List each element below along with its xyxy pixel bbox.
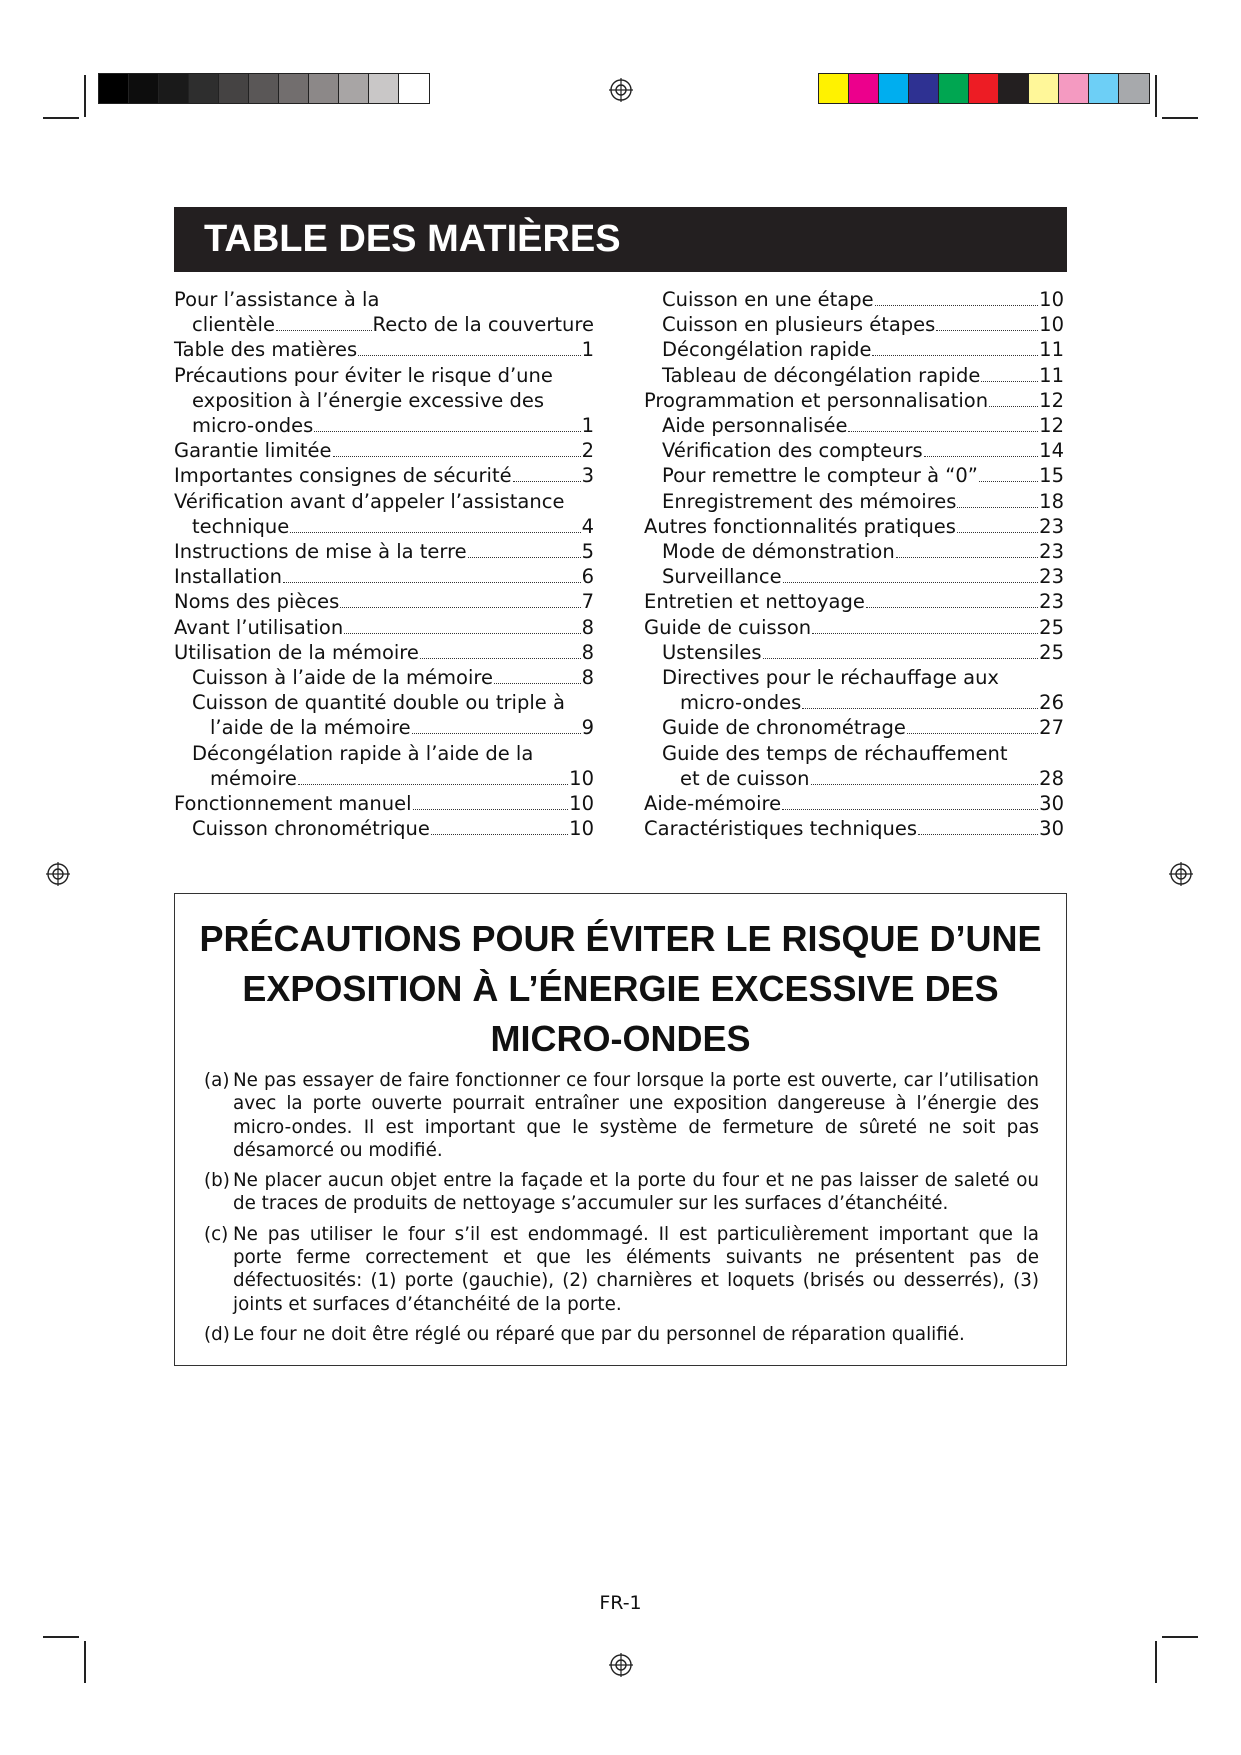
toc-entry[interactable] bbox=[644, 640, 1064, 665]
dot-leader bbox=[314, 431, 580, 432]
toc-entry-label: Installation bbox=[174, 565, 283, 589]
toc-entry-label: Guide de chronométrage bbox=[662, 716, 906, 740]
toc-entry[interactable] bbox=[174, 463, 594, 488]
precaution-text: Ne pas essayer de faire fonctionner ce four lorsque la porte est ouverte, car l’utilisation avec la porte ouverte pourrait entraîner une exposition dangereuse à l’énergie des micro-ondes. Il est important que le système de fermeture de sûreté ne soit pas désamorcé ou modifié. bbox=[233, 1070, 1039, 1161]
toc-entry-label: Tableau de décongélation rapide bbox=[662, 363, 981, 387]
grayscale-calibration-bar bbox=[98, 73, 430, 104]
toc-entry-label: Mode de démonstration bbox=[662, 540, 895, 564]
toc-page-number: 4 bbox=[581, 514, 594, 538]
toc-entry[interactable] bbox=[644, 741, 1064, 791]
toc-entry-label: Aide personnalisée bbox=[662, 414, 848, 438]
crop-mark bbox=[1155, 1641, 1157, 1683]
toc-entry[interactable] bbox=[644, 388, 1064, 413]
color-swatch bbox=[219, 74, 249, 103]
precaution-item bbox=[204, 1069, 1039, 1162]
toc-entry[interactable] bbox=[174, 791, 594, 816]
dot-leader bbox=[811, 784, 1039, 785]
toc-entry-label: Vérification des compteurs bbox=[662, 439, 923, 463]
color-swatch bbox=[369, 74, 399, 103]
toc-entry-label: Guide de cuisson bbox=[644, 615, 812, 639]
toc-entry[interactable] bbox=[644, 665, 1064, 715]
toc-left-column bbox=[174, 287, 594, 841]
precaution-item bbox=[204, 1223, 1039, 1316]
toc-entry-label: Surveillance bbox=[662, 565, 782, 589]
toc-page-number: 23 bbox=[1039, 540, 1064, 564]
toc-page-number: 1 bbox=[581, 414, 594, 438]
precaution-marker: (b) bbox=[204, 1170, 230, 1192]
toc-page-number: 2 bbox=[581, 439, 594, 463]
toc-page-number: 25 bbox=[1039, 640, 1064, 664]
toc-entry-label: Cuisson chronométrique bbox=[192, 817, 430, 841]
toc-page-number: 14 bbox=[1039, 439, 1064, 463]
toc-entry-label: Cuisson de quantité double ou triple à bbox=[192, 691, 565, 715]
toc-page-number: 10 bbox=[569, 792, 594, 816]
toc-entry-label: micro-ondes bbox=[192, 414, 314, 438]
dot-leader bbox=[420, 658, 581, 659]
registration-mark-icon bbox=[46, 862, 70, 886]
toc-entry-label: Autres fonctionnalités pratiques bbox=[644, 514, 956, 538]
color-swatch bbox=[849, 74, 879, 103]
color-swatch bbox=[879, 74, 909, 103]
precautions-list bbox=[204, 1069, 1039, 1353]
color-swatch bbox=[399, 74, 429, 103]
dot-leader bbox=[431, 834, 568, 835]
toc-page-number: 10 bbox=[569, 766, 594, 790]
toc-entry-label: clientèle bbox=[192, 313, 275, 337]
precautions-title bbox=[175, 914, 1066, 1064]
toc-page-number: 6 bbox=[581, 565, 594, 589]
precaution-item bbox=[204, 1323, 1039, 1346]
dot-leader bbox=[763, 658, 1039, 659]
toc-page-number: 15 bbox=[1039, 464, 1064, 488]
registration-mark-icon bbox=[609, 78, 633, 102]
color-swatch bbox=[1029, 74, 1059, 103]
precaution-marker: (a) bbox=[204, 1070, 230, 1091]
toc-page-number: 8 bbox=[581, 666, 594, 690]
toc-entry[interactable] bbox=[644, 564, 1064, 589]
toc-entry[interactable] bbox=[174, 438, 594, 463]
toc-page-number: 10 bbox=[569, 817, 594, 841]
color-swatch bbox=[819, 74, 849, 103]
precaution-text: Le four ne doit être réglé ou réparé que par du personnel de réparation qualifié. bbox=[233, 1323, 965, 1345]
toc-page-number: 10 bbox=[1039, 288, 1064, 311]
dot-leader bbox=[896, 557, 1038, 558]
toc-entry[interactable] bbox=[644, 539, 1064, 564]
toc-entry-label: Cuisson à l’aide de la mémoire bbox=[192, 666, 493, 690]
toc-entry[interactable] bbox=[644, 463, 1064, 488]
toc-page-number: 23 bbox=[1039, 565, 1064, 589]
toc-entry[interactable] bbox=[644, 438, 1064, 463]
registration-mark-icon bbox=[1169, 862, 1193, 886]
toc-entry-label: l’aide de la mémoire bbox=[210, 716, 411, 740]
dot-leader bbox=[783, 582, 1039, 583]
toc-entry-label: mémoire bbox=[210, 766, 297, 790]
toc-entry[interactable] bbox=[644, 312, 1064, 337]
precautions-box bbox=[174, 893, 1067, 1366]
dot-leader bbox=[907, 733, 1038, 734]
color-calibration-bar bbox=[818, 73, 1150, 104]
toc-page-number: 18 bbox=[1039, 489, 1064, 513]
precautions-title-line: MICRO-ONDES bbox=[490, 1018, 751, 1059]
dot-leader bbox=[468, 557, 581, 558]
toc-entry-label: Décongélation rapide à l’aide de la bbox=[192, 741, 534, 765]
toc-page-number: 8 bbox=[581, 640, 594, 664]
dot-leader bbox=[918, 834, 1038, 835]
toc-page-number: Recto de la couverture bbox=[372, 313, 594, 337]
color-swatch bbox=[909, 74, 939, 103]
toc-entry-label: Enregistrement des mémoires bbox=[662, 489, 957, 513]
toc-entry-label: Pour remettre le compteur à “0” bbox=[662, 464, 978, 488]
toc-entry[interactable] bbox=[644, 791, 1064, 816]
toc-entry[interactable] bbox=[644, 489, 1064, 514]
dot-leader bbox=[290, 532, 580, 533]
dot-leader bbox=[872, 355, 1038, 356]
toc-entry[interactable] bbox=[644, 363, 1064, 388]
color-swatch bbox=[129, 74, 159, 103]
color-swatch bbox=[1089, 74, 1119, 103]
toc-entry[interactable] bbox=[174, 489, 594, 539]
toc-entry-label: micro-ondes bbox=[680, 691, 802, 715]
crop-mark bbox=[84, 75, 86, 117]
dot-leader bbox=[513, 481, 581, 482]
precaution-marker: (d) bbox=[204, 1323, 230, 1345]
toc-entry-label: Table des matières bbox=[174, 338, 358, 362]
crop-mark bbox=[1162, 1636, 1198, 1638]
toc-entry[interactable] bbox=[174, 564, 594, 589]
toc-entry-label: Cuisson en plusieurs étapes bbox=[662, 313, 936, 337]
toc-page-number: 23 bbox=[1039, 514, 1064, 538]
dot-leader bbox=[344, 633, 580, 634]
toc-page-number: 5 bbox=[581, 540, 594, 564]
page-number: FR-1 bbox=[599, 1592, 642, 1614]
dot-leader bbox=[979, 481, 1038, 482]
dot-leader bbox=[412, 733, 581, 734]
toc-entry-label: Garantie limitée bbox=[174, 439, 332, 463]
toc-page-number: 25 bbox=[1039, 615, 1064, 639]
dot-leader bbox=[866, 607, 1038, 608]
toc-entry[interactable] bbox=[644, 337, 1064, 362]
toc-entry[interactable] bbox=[174, 615, 594, 640]
dot-leader bbox=[812, 633, 1038, 634]
toc-entry[interactable] bbox=[644, 287, 1064, 312]
dot-leader bbox=[924, 456, 1038, 457]
crop-mark bbox=[84, 1641, 86, 1683]
toc-entry-label: Directives pour le réchauffage aux bbox=[662, 666, 999, 690]
toc-entry[interactable] bbox=[174, 816, 594, 841]
toc-entry-label: Ustensiles bbox=[662, 640, 762, 664]
dot-leader bbox=[802, 708, 1038, 709]
toc-page-number: 12 bbox=[1039, 388, 1064, 412]
toc-entry[interactable] bbox=[644, 715, 1064, 740]
color-swatch bbox=[159, 74, 189, 103]
toc-entry-label: Caractéristiques techniques bbox=[644, 817, 918, 841]
toc-title: TABLE DES MATIÈRES bbox=[174, 207, 1067, 272]
toc-entry-label: Entretien et nettoyage bbox=[644, 590, 865, 614]
toc-page-number: 28 bbox=[1039, 766, 1064, 790]
dot-leader bbox=[413, 809, 569, 810]
toc-page-number: 27 bbox=[1039, 716, 1064, 740]
toc-entry[interactable] bbox=[174, 690, 594, 740]
toc-page-number: 3 bbox=[581, 464, 594, 488]
toc-entry-label: Noms des pièces bbox=[174, 590, 340, 614]
dot-leader bbox=[333, 456, 581, 457]
toc-entry-label: Précautions pour éviter le risque d’une bbox=[174, 363, 553, 387]
color-swatch bbox=[999, 74, 1029, 103]
dot-leader bbox=[283, 582, 581, 583]
toc-right-column bbox=[644, 287, 1064, 841]
precaution-text: Ne placer aucun objet entre la façade et la porte du four et ne pas laisser de saleté ou de traces de produits de nettoyage s’accumuler sur les surfaces d’étanchéité. bbox=[233, 1170, 1039, 1215]
toc-entry-label: Utilisation de la mémoire bbox=[174, 640, 419, 664]
registration-mark-icon bbox=[609, 1653, 633, 1677]
dot-leader bbox=[276, 330, 372, 331]
toc-page-number: 30 bbox=[1039, 792, 1064, 816]
toc-entry-label: Vérification avant d’appeler l’assistance bbox=[174, 489, 565, 513]
toc-entry-label: Fonctionnement manuel bbox=[174, 792, 412, 816]
toc-page-number: 7 bbox=[581, 590, 594, 614]
toc-entry[interactable] bbox=[644, 816, 1064, 841]
crop-mark bbox=[43, 117, 79, 119]
dot-leader bbox=[340, 607, 580, 608]
toc-entry-label: Aide-mémoire bbox=[644, 792, 782, 816]
color-swatch bbox=[279, 74, 309, 103]
toc-page-number: 30 bbox=[1039, 817, 1064, 841]
dot-leader bbox=[936, 330, 1038, 331]
toc-entry[interactable] bbox=[174, 640, 594, 665]
toc-page-number: 8 bbox=[581, 615, 594, 639]
toc-entry-label: Guide des temps de réchauffement bbox=[662, 741, 1008, 765]
color-swatch bbox=[99, 74, 129, 103]
color-swatch bbox=[969, 74, 999, 103]
dot-leader bbox=[981, 381, 1038, 382]
crop-mark bbox=[1162, 117, 1198, 119]
toc-entry[interactable] bbox=[174, 363, 594, 439]
dot-leader bbox=[782, 809, 1038, 810]
toc-entry[interactable] bbox=[174, 741, 594, 791]
dot-leader bbox=[957, 532, 1038, 533]
toc-entry[interactable] bbox=[644, 615, 1064, 640]
dot-leader bbox=[298, 784, 568, 785]
toc-entry-label: Programmation et personnalisation bbox=[644, 388, 989, 412]
color-swatch bbox=[249, 74, 279, 103]
precautions-title-line: EXPOSITION À L’ÉNERGIE EXCESSIVE DES bbox=[242, 968, 999, 1009]
toc-entry[interactable] bbox=[174, 589, 594, 614]
toc-page-number: 26 bbox=[1039, 691, 1064, 715]
dot-leader bbox=[358, 355, 580, 356]
precaution-marker: (c) bbox=[204, 1223, 229, 1245]
color-swatch bbox=[309, 74, 339, 103]
toc-page-number: 23 bbox=[1039, 590, 1064, 614]
dot-leader bbox=[989, 406, 1038, 407]
toc-entry[interactable] bbox=[174, 539, 594, 564]
crop-mark bbox=[43, 1636, 79, 1638]
precaution-item bbox=[204, 1169, 1039, 1216]
dot-leader bbox=[494, 683, 581, 684]
toc-page-number: 11 bbox=[1039, 338, 1064, 362]
toc-entry[interactable] bbox=[174, 337, 594, 362]
color-swatch bbox=[189, 74, 219, 103]
dot-leader bbox=[957, 507, 1038, 508]
color-swatch bbox=[1059, 74, 1089, 103]
toc-page-number: 10 bbox=[1039, 313, 1064, 337]
color-swatch bbox=[1119, 74, 1149, 103]
precaution-text: Ne pas utiliser le four s’il est endommagé. Il est particulièrement important que la porte ferme correctement et que les éléments suivants ne présentent pas de défectuosités: (1) porte (gauchie), (2) charnières et loquets (brisés ou desserrés), (3) joints et surfaces d’étanchéité de la porte. bbox=[233, 1223, 1039, 1315]
color-swatch bbox=[339, 74, 369, 103]
toc-entry-label: technique bbox=[192, 514, 290, 538]
toc-entry[interactable] bbox=[174, 287, 594, 337]
color-swatch bbox=[939, 74, 969, 103]
dot-leader bbox=[875, 305, 1039, 306]
toc-entry[interactable] bbox=[174, 665, 594, 690]
crop-mark bbox=[1155, 75, 1157, 117]
toc-entry-label: exposition à l’énergie excessive des bbox=[192, 388, 544, 412]
toc-entry[interactable] bbox=[644, 514, 1064, 539]
toc-entry[interactable] bbox=[644, 589, 1064, 614]
dot-leader bbox=[848, 431, 1038, 432]
toc-entry-label: Cuisson en une étape bbox=[662, 288, 874, 311]
toc-entry-label: et de cuisson bbox=[680, 766, 810, 790]
toc-entry-label: Pour l’assistance à la bbox=[174, 288, 380, 311]
precautions-title-line: PRÉCAUTIONS POUR ÉVITER LE RISQUE D’UNE bbox=[199, 918, 1042, 959]
toc-page-number: 11 bbox=[1039, 363, 1064, 387]
toc-entry-label: Avant l’utilisation bbox=[174, 615, 344, 639]
toc-entry-label: Décongélation rapide bbox=[662, 338, 872, 362]
toc-page-number: 12 bbox=[1039, 414, 1064, 438]
toc-page-number: 9 bbox=[581, 716, 594, 740]
toc-entry-label: Instructions de mise à la terre bbox=[174, 540, 467, 564]
toc-page-number: 1 bbox=[581, 338, 594, 362]
toc-entry-label: Importantes consignes de sécurité bbox=[174, 464, 512, 488]
toc-entry[interactable] bbox=[644, 413, 1064, 438]
